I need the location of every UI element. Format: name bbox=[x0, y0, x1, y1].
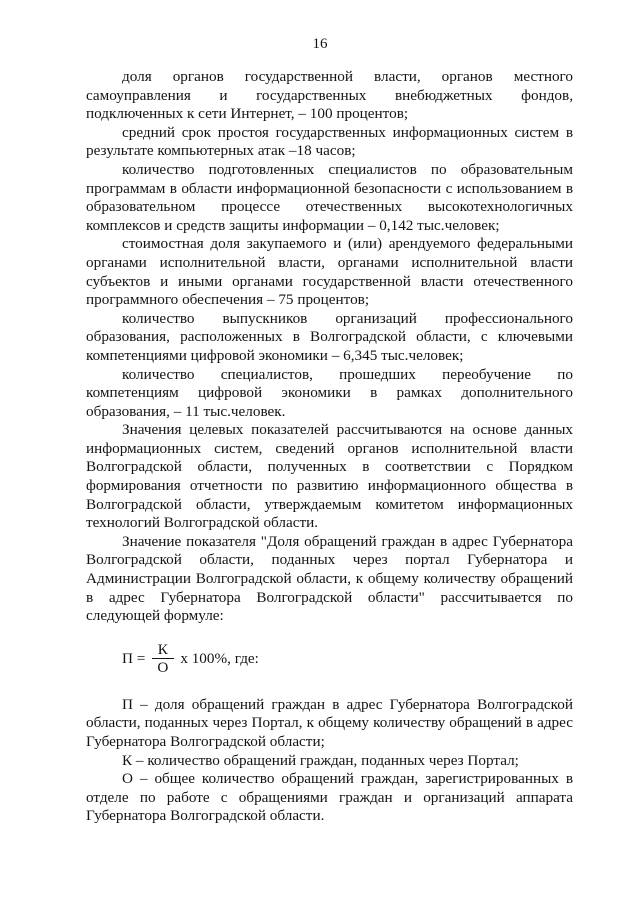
paragraph-retrained-specialists: количество специалистов, прошедших переобучение по компетенциям цифровой экономики в рамках дополнительного образования, – 11 тыс.человек. bbox=[86, 365, 573, 420]
paragraph-indicator-data-sources: Значения целевых показателей рассчитываются на основе данных информационных систем, сведений органов исполнительной власти Волгоградской области, полученных в соответствии с Порядком формирования отчетности по развитию информационного общества в Волгоградской области, утверждаемым комитетом информационных технологий Волгоградской области. bbox=[86, 421, 573, 532]
paragraph-security-specialists: количество подготовленных специалистов по образовательным программам в области информационной безопасности с использованием в образовательном процессе отечественных высокотехнологичных комплексов и средств защиты информации – 0,142 тыс.человек; bbox=[86, 160, 573, 234]
paragraph-graduates-digital-competencies: количество выпускников организаций профессионального образования, расположенных в Волгоградской области, с ключевыми компетенциями цифровой экономики – 6,345 тыс.человек; bbox=[86, 309, 573, 364]
paragraph-share-connected-internet: доля органов государственной власти, органов местного самоуправления и государственных внебюджетных фондов, подключенных к сети Интернет, – 100 процентов; bbox=[86, 68, 573, 123]
paragraph-system-downtime: средний срок простоя государственных информационных систем в результате компьютерных атак –18 часов; bbox=[86, 123, 573, 160]
formula-rhs: х 100%, где: bbox=[180, 649, 259, 667]
formula-lhs: П = bbox=[122, 649, 146, 667]
document-body bbox=[86, 68, 573, 826]
formula-numerator: К bbox=[152, 641, 174, 659]
definition-k: К – количество обращений граждан, поданных через Портал; bbox=[122, 751, 519, 769]
formula-denominator: О bbox=[157, 659, 169, 677]
formula-definitions bbox=[86, 696, 573, 826]
paragraph-indicator-formula-intro: Значение показателя "Доля обращений граждан в адрес Губернатора Волгоградской области, поданных через портал Губернатора и Администрации Волгоградской области, к общему количеству обращений в адрес Губернатора Волгоградской области" рассчитывается по следующей формуле: bbox=[86, 532, 573, 625]
definition-o: О – общее количество обращений граждан, зарегистрированных в отделе по работе с обращениями граждан и организаций аппарата Губернатора Волгоградской области. bbox=[86, 770, 573, 825]
definition-p: П – доля обращений граждан в адрес Губернатора Волгоградской области, поданных через Портал, к общему количеству обращений в адрес Губернатора Волгоградской области; bbox=[86, 695, 573, 750]
page-number: 16 bbox=[312, 36, 328, 52]
formula bbox=[122, 628, 573, 690]
formula-fraction bbox=[151, 641, 174, 676]
paragraph-domestic-software-share: стоимостная доля закупаемого и (или) арендуемого федеральными органами исполнительной власти, органами исполнительной власти субъектов и иными органами государственной власти отечественного программного обеспечения – 75 процентов; bbox=[86, 235, 573, 309]
